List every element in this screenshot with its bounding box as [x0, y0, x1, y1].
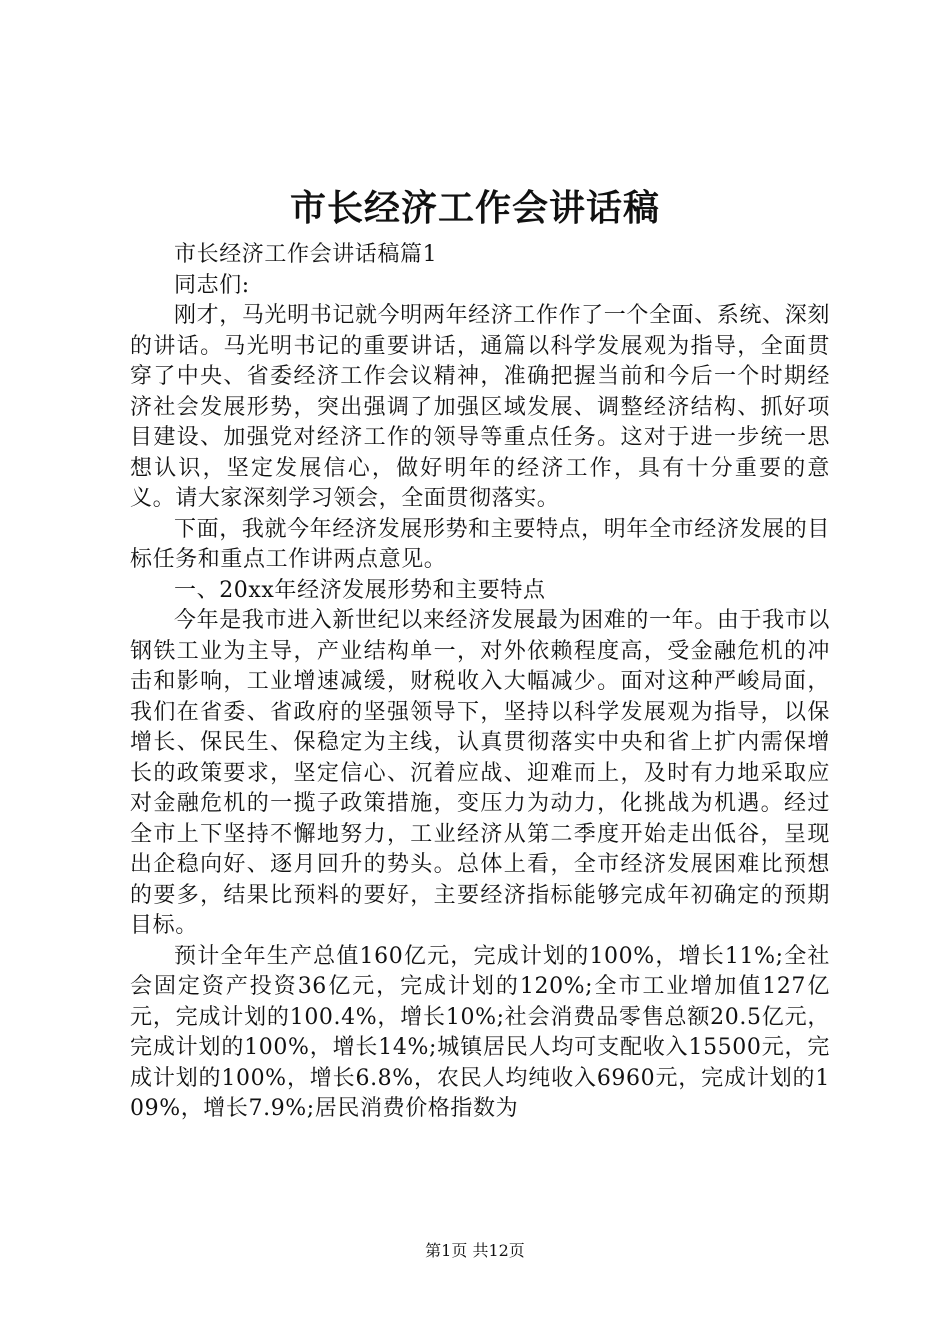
paragraph: 下面，我就今年经济发展形势和主要特点，明年全市经济发展的目标任务和重点工作讲两点意见。: [130, 516, 830, 572]
salutation: 同志们:: [174, 272, 250, 298]
paragraph: 刚才，马光明书记就今明两年经济工作作了一个全面、系统、深刻的讲话。马光明书记的重要讲话，通篇以科学发展观为指导，全面贯穿了中央、省委经济工作会议精神，准确把握当前和今后一个时期经济社会发展形势，突出强调了加强区域发展、调整经济结构、抓好项目建设、加强党对经济工作的领导等重点任务。这对于进一步统一思想认识，坚定发展信心，做好明年的经济工作，具有十分重要的意义。请大家深刻学习领会，全面贯彻落实。: [130, 303, 830, 511]
paragraph: 今年是我市进入新世纪以来经济发展最为困难的一年。由于我市以钢铁工业为主导，产业结构单一，对外依赖程度高，受金融危机的冲击和影响，工业增速减缓，财税收入大幅减少。面对这种严峻局面，我们在省委、省政府的坚强领导下，坚持以科学发展观为指导，以保增长、保民生、保稳定为主线，认真贯彻落实中央和省上扩内需保增长的政策要求，坚定信心、沉着应战、迎难而上，及时有力地采取应对金融危机的一揽子政策措施，变压力为动力，化挑战为机遇。经过全市上下坚持不懈地努力，工业经济从第二季度开始走出低谷，呈现出企稳向好、逐月回升的势头。总体上看，全市经济发展困难比预想的要多，结果比预料的要好，主要经济指标能够完成年初确定的预期目标。: [130, 608, 830, 938]
section-heading: 市长经济工作会讲话稿篇1: [174, 242, 438, 267]
section-heading: 一、20xx年经济发展形势和主要特点: [174, 577, 546, 603]
document-title: 市长经济工作会讲话稿: [289, 187, 660, 229]
page-number-footer: 第1页 共12页: [425, 1241, 525, 1260]
document-body: [130, 240, 830, 1125]
paragraph: 预计全年生产总值160亿元，完成计划的100%，增长11%;全社会固定资产投资36亿元，完成计划的120%;全市工业增加值127亿元，完成计划的100.4%，增长10%;社会消费品零售总额20.5亿元，完成计划的100%，增长14%;城镇居民人均可支配收入15500元，完成计划的100%，增长6.8%，农民人均纯收入6960元，完成计划的109%，增长7.9%;居民消费价格指数为: [130, 943, 830, 1121]
